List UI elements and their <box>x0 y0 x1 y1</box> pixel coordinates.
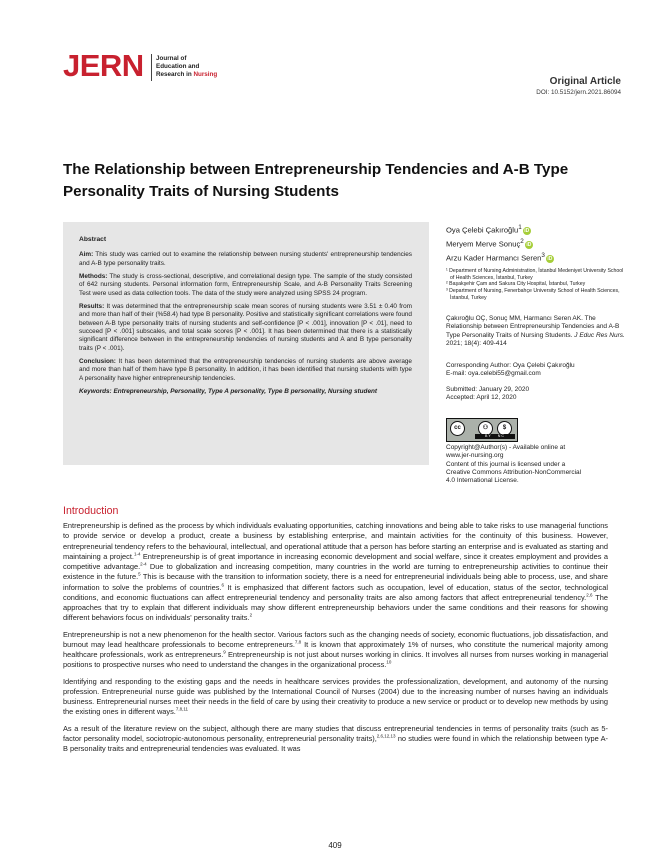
affiliations <box>444 268 624 302</box>
email-link[interactable]: E-mail: oya.celebi55@gmail.com <box>446 370 541 378</box>
paragraph: Entrepreneurship is not a new phenomenon for the health sector. Various factors such as the changing needs of society, economic fluctuations, job dissatisfaction, and burnout may lead healthcare professionals to become entrepreneurs.$^{7,8}$ It is known that approximately 1% of nurses, who constitute the numerical majority among healthcare professionals, work as entrepreneurs.$^9$ Entrepreneurship is not just about nurses working in clinics. It involves all nurses from nurses working in managerial positions to prospective nurses who need to understand the changes in the organizational process.$^{10}$ <box>63 629 608 670</box>
cc-badge-labels: BY NC <box>475 434 515 439</box>
orcid-icon[interactable]: iD <box>547 255 553 262</box>
license-text: Copyright@Author(s) - Available online at www.jer-nursing.org Content of this journal is licensed under a Creative Commons Attribution-NonCommercial 4.0 International License. <box>446 444 626 485</box>
paragraph: As a result of the literature review on the subject, although there are many studies that discuss entrepreneurial tendencies in terms of personality traits (such as 5-factor personality model, sociotropic-autonomous personality, entrepreneurial personality traits),$^{2,6,12,13}$ no studies were found in which the relationship between type A-B personality traits and entrepreneurial tendencies was evaluated. It was <box>63 723 608 753</box>
article-type: Original Article <box>549 76 621 87</box>
cc-icon: cc <box>450 421 465 436</box>
abstract-keywords: Keywords: Entrepreneurship, Personality, Type A personality, Type B personality, Nursing student <box>79 388 378 396</box>
author-list <box>446 222 554 264</box>
abstract-results: Results: It was determined that the entrepreneurship scale mean scores of nursing students were 3.51 ± 0.40 from and more than half of their (%58.4) had type B personality. Positive and statistically significant correlations were found between A-B type personality traits of nursing students and self-confidence [P < .001], innovation [P < .01], need to succeed [P < .001] subscales, and total scale scores [P < .001]. It has been determined that there is a statistically significant difference between in the entrepreneurship tendencies of nursing students and A and B type personality traits (P < .001). <box>79 303 412 352</box>
journal-website-link[interactable]: www.jer-nursing.org <box>446 452 504 460</box>
citation: Çakıroğlu OÇ, Sonuç MM, Harmancı Seren AK. The Relationship between Entrepreneurship Tendencies and A-B Type Personality Traits of Nursing Students. J Educ Res Nurs. 2021; 18(4): 409-414 <box>446 315 625 347</box>
cc-license-badge[interactable] <box>446 418 518 442</box>
author[interactable]: Arzu Kader Harmancı Seren$^3$ iD <box>446 252 553 263</box>
abstract-methods: Methods: The study is cross-sectional, descriptive, and correlational design type. The sample of the study consisted of 642 nursing students. Personal information form, Entrepreneurship Scale, and A-B Personality Traits Screening Test were used as data collection tools. The data of the study were analyzed using SPSS 24 program. <box>79 273 412 297</box>
body-text <box>63 521 608 760</box>
journal-name: Journal of Education and Research in Nursing <box>156 55 218 78</box>
article-dates: Submitted: January 29, 2020 Accepted: April 12, 2020 <box>446 386 530 402</box>
author[interactable]: Oya Çelebi Çakıroğlu$^1$ iD <box>446 224 530 235</box>
journal-logo: JERN <box>63 48 144 83</box>
page-title: The Relationship between Entrepreneurship Tendencies and A-B Type Personality Traits of Nursing Students <box>63 161 569 200</box>
paragraph: Identifying and responding to the existing gaps and the needs in healthcare services provides the professionalization, development, and autonomy of the nursing profession. Entrepreneurial nurse guide was published by the International Council of Nurses (2004) due to the increasing number of nurses having an individuals business. Entrepreneurial nurses meet their needs in the field of care by using their creativity to produce a new service or product or to develop new methods by using the existing ones in different ways.$^{7,8,11}$ <box>63 676 608 717</box>
page-number: 409 <box>328 841 342 849</box>
person-icon: ⚇ <box>478 421 493 436</box>
affiliation: ³ Department of Nursing, Fenerbahçe University School of Health Sciences, İstanbul, Turkey <box>446 288 620 301</box>
section-heading: Introduction <box>63 505 119 517</box>
author[interactable]: Meryem Merve Sonuç$^2$ iD <box>446 238 532 249</box>
paragraph: Entrepreneurship is defined as the process by which individuals evaluating opportunities, catching innovations and being able to take risks to use managerial functions to provide service or develop a product, create a business by establishing enterprise, and maintain activities for the continuity of this business. However, entrepreneurial tendency refers to the behavioural, intellectual, and operational attitude that a person has before starting an enterprise and is evaluated as starting and maintaining a project.$^{1-4}$ Entrepreneurship is of great importance in increasing economic development and social welfare, since it creates employment and provides a competitive advantage.$^{2-4}$ Due to globalization and increasing competition, many countries in the world are turning to entrepreneurship activities to continue their existence in the future.$^5$ This is because with the transition to information society, there is a need for entrepreneurial individuals being able to process, use, and share information to solve the problems of countries.$^6$ It is emphasized that different factors such as occupation, level of education, status of the sector, technological conditions, and economic fluctuations can affect entrepreneurial tendency and personality traits are also among factors that affect entrepreneurial tendency.$^{2,6}$ The approaches that try to explain that different individuals may show different entrepreneurship behaviors under the same conditions and their reasons for showing different behaviors focus on individuals' personality traits.$^2$ <box>63 521 609 623</box>
corresponding-author: Corresponding Author: Oya Çelebi Çakıroğlu E-mail: oya.celebi55@gmail.com <box>446 362 626 379</box>
abstract-heading: Abstract <box>79 236 107 243</box>
affiliation: ² Başakşehir Çam and Sakura City Hospital, İstanbul, Turkey <box>446 281 586 288</box>
abstract-box <box>63 222 429 465</box>
abstract-aim: Aim: This study was carried out to examine the relationship between nursing students' entrepreneurship tendencies and A-B type personality traits. <box>79 251 412 267</box>
abstract-conclusion: Conclusion: It has been determined that the entrepreneurship tendencies of nursing students are above average and more than half of them have type B personality. In addition, it has been identified that nursing students with type A personality have higher entrepreneurship tendencies. <box>79 358 412 382</box>
orcid-icon[interactable]: iD <box>526 241 532 248</box>
orcid-icon[interactable]: iD <box>524 227 530 234</box>
logo-divider <box>151 54 152 81</box>
no-dollar-icon: $ <box>497 421 512 436</box>
article-doi[interactable]: DOI: 10.5152/jern.2021.86094 <box>536 89 621 96</box>
affiliation: ¹ Department of Nursing Administration, İstanbul Medeniyet University School of Health Sciences, İstanbul, Turkey <box>446 268 624 281</box>
